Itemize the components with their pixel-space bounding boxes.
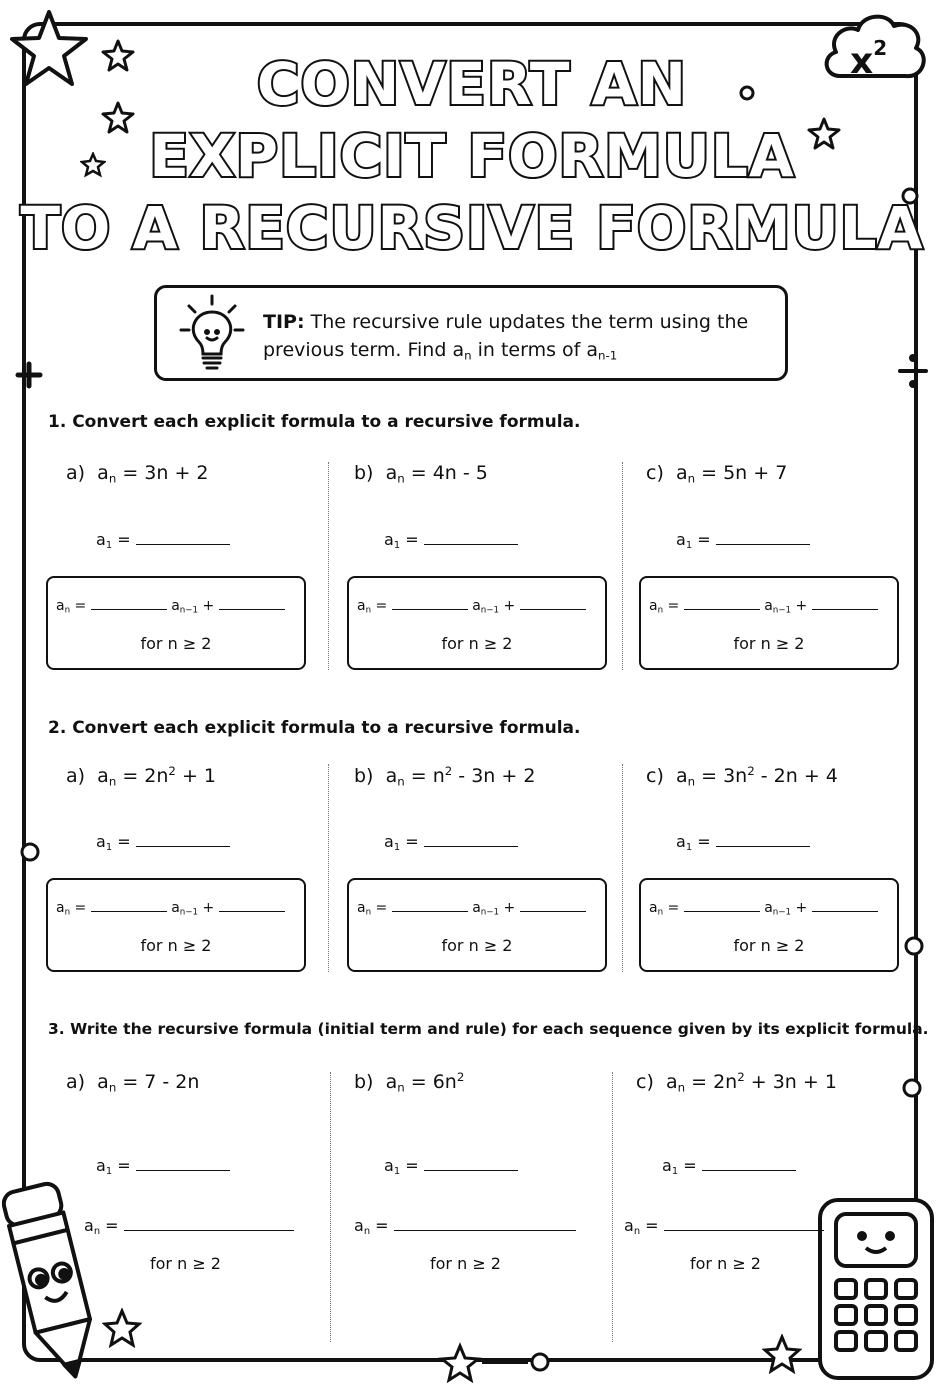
problem-1c-formula: c) $a_n = 5n + 7$ [646,462,788,486]
tip-text [263,308,773,370]
plus-icon [14,360,44,390]
tip-line-1: The recursive rule updates the term using the [304,311,749,333]
problem-1a-formula: a) $a_n = 3n + 2$ [66,462,209,486]
answer-blank[interactable] [219,911,285,912]
answer-blank[interactable] [702,1170,796,1171]
column-divider [328,764,329,972]
column-divider [612,1072,613,1342]
answer-blank[interactable] [716,544,810,545]
tip-line-3: in terms of a [471,339,599,361]
question-3-heading: 3. Write the recursive formula (initial term and rule) for each sequence given by its explicit formula. [48,1020,929,1038]
problem-3c-formula: c) $a_n = 2n^2 + 3n + 1$ [636,1070,837,1095]
problem-2c-formula: c) $a_n = 3n^2 - 2n + 4$ [646,764,838,789]
answer-blank[interactable] [520,911,586,912]
problem-1a-recursive-box: $a_n = a_{n-1}$ + for n ≥ 2 [46,576,306,670]
problem-3c-initial-term: $a_1$ = [662,1156,796,1177]
page-title [0,48,944,264]
answer-blank[interactable] [684,911,760,912]
circle-icon [902,934,926,958]
tip-box [154,285,788,381]
problem-3b-initial-term: $a_1$ = [384,1156,518,1177]
answer-blank[interactable] [424,544,518,545]
column-divider [622,462,623,670]
answer-blank[interactable] [664,1230,824,1231]
problem-1a-initial-term: $a_1$ = [96,530,230,551]
condition-text: for n ≥ 2 [430,1254,501,1273]
circle-icon [18,840,42,864]
question-2-heading: 2. Convert each explicit formula to a recursive formula. [48,718,581,738]
problem-3a-rule: $a_n$ = [84,1216,294,1237]
condition-text: for n ≥ 2 [140,634,212,653]
condition-text: for n ≥ 2 [690,1254,761,1273]
title-line-1: CONVERT AN [256,50,688,118]
problem-2a-formula: a) $a_n = 2n^2 + 1$ [66,764,217,789]
condition-text: for n ≥ 2 [733,936,805,955]
problem-1c-initial-term: $a_1$ = [676,530,810,551]
answer-blank[interactable] [684,609,760,610]
answer-blank[interactable] [124,1230,294,1231]
problem-3a-initial-term: $a_1$ = [96,1156,230,1177]
tip-label: TIP: [263,311,305,333]
answer-blank[interactable] [392,609,468,610]
answer-blank[interactable] [136,846,230,847]
answer-blank[interactable] [424,1170,518,1171]
condition-text: for n ≥ 2 [733,634,805,653]
problem-2c-initial-term: $a_1$ = [676,832,810,853]
star-icon [762,1334,802,1374]
column-divider [328,462,329,670]
problem-2b-initial-term: $a_1$ = [384,832,518,853]
tip-subscript-n-1: n-1 [598,348,618,363]
problem-3c-rule: $a_n$ = [624,1216,824,1237]
problem-3b-rule: $a_n$ = [354,1216,576,1237]
question-1-heading: 1. Convert each explicit formula to a recursive formula. [48,412,581,432]
problem-1b-recursive-box: $a_n = a_{n-1}$ + for n ≥ 2 [347,576,607,670]
problem-2b-formula: b) $a_n = n^2 - 3n + 2$ [354,764,536,789]
problem-1b-initial-term: $a_1$ = [384,530,518,551]
answer-blank[interactable] [424,846,518,847]
star-icon [436,1340,566,1384]
answer-blank[interactable] [392,911,468,912]
tip-line-2: previous term. Find a [263,339,465,361]
answer-blank[interactable] [91,609,167,610]
condition-text: for n ≥ 2 [441,634,513,653]
tip-subscript-n: n [464,348,472,363]
problem-1b-formula: b) $a_n = 4n - 5$ [354,462,488,486]
condition-text: for n ≥ 2 [140,936,212,955]
column-divider [622,764,623,972]
problem-3a-formula: a) $a_n = 7 - 2n$ [66,1071,200,1095]
title-line-2: EXPLICIT FORMULA [149,122,795,190]
problem-2a-recursive-box: $a_n = a_{n-1}$ + for n ≥ 2 [46,878,306,972]
divide-icon [896,350,930,392]
problem-2a-initial-term: $a_1$ = [96,832,230,853]
badge-base: x [850,41,874,82]
answer-blank[interactable] [812,911,878,912]
pencil-character-icon [2,1176,112,1388]
problem-2b-recursive-box: $a_n = a_{n-1}$ + for n ≥ 2 [347,878,607,972]
problem-2c-recursive-box: $a_n = a_{n-1}$ + for n ≥ 2 [639,878,899,972]
condition-text: for n ≥ 2 [441,936,513,955]
answer-blank[interactable] [91,911,167,912]
answer-blank[interactable] [520,609,586,610]
column-divider [330,1072,331,1342]
answer-blank[interactable] [812,609,878,610]
problem-1c-recursive-box: $a_n = a_{n-1}$ + for n ≥ 2 [639,576,899,670]
lightbulb-icon [177,292,247,378]
circle-icon [900,1076,924,1100]
answer-blank[interactable] [219,609,285,610]
title-line-3: TO A RECURSIVE FORMULA [20,194,924,262]
answer-blank[interactable] [394,1230,576,1231]
condition-text: for n ≥ 2 [150,1254,221,1273]
problem-3b-formula: b) $a_n = 6n^2$ [354,1070,465,1095]
badge-exponent: 2 [873,36,888,60]
answer-blank[interactable] [136,544,230,545]
answer-blank[interactable] [716,846,810,847]
calculator-character-icon [814,1194,940,1386]
answer-blank[interactable] [136,1170,230,1171]
